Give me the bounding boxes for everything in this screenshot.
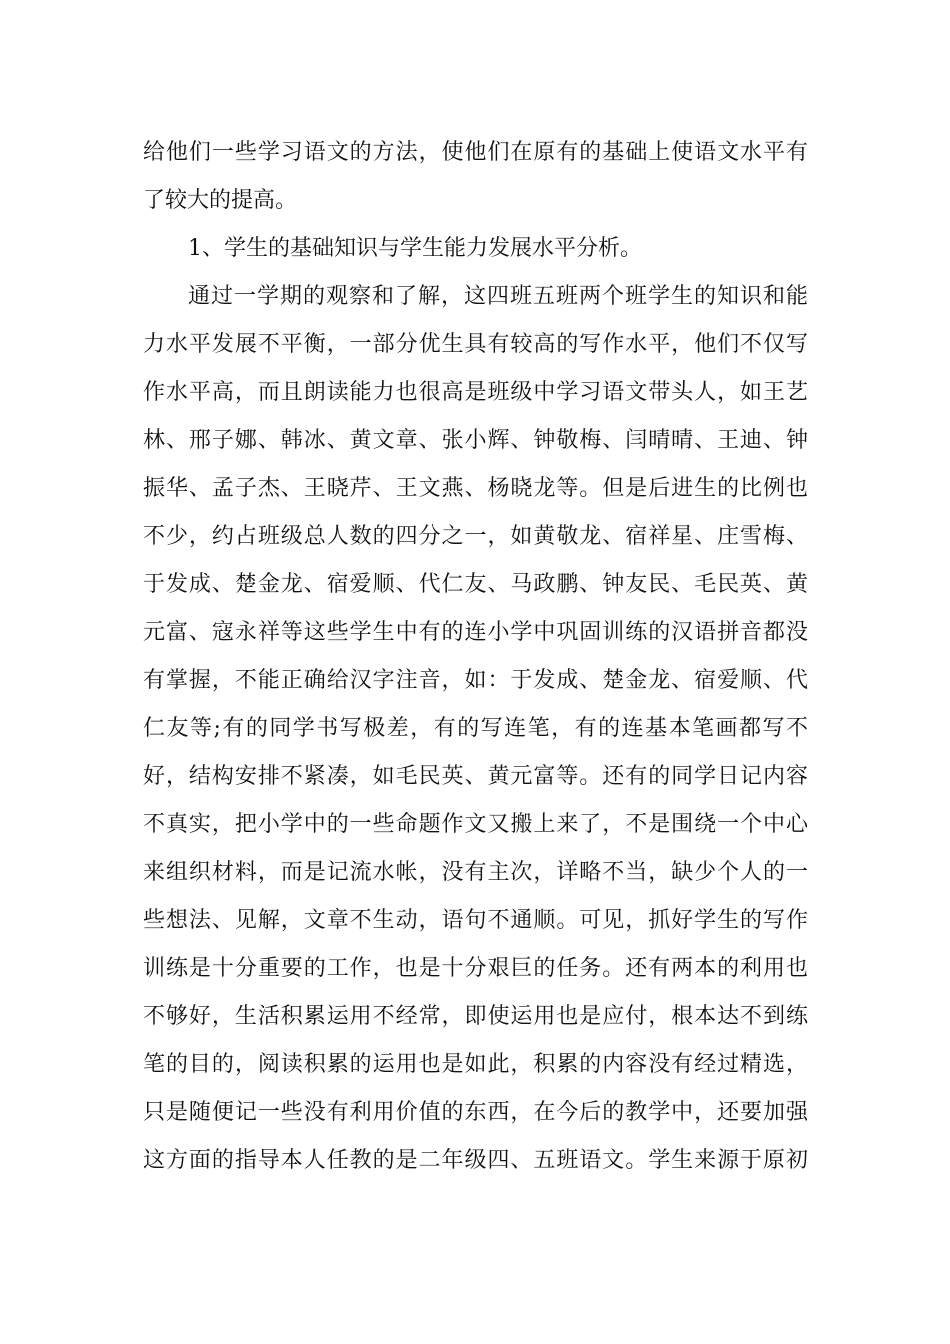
text-line: 只是随便记一些没有利用价值的东西，在今后的教学中，还要加强 — [143, 1100, 808, 1125]
text-line: 了较大的提高。 — [143, 188, 298, 213]
text-line: 林、邢子娜、韩冰、黄文章、张小辉、钟敬梅、闫晴晴、王迪、钟 — [143, 428, 808, 453]
text-line: 给他们一些学习语文的方法，使他们在原有的基础上使语文水平有 — [143, 140, 808, 165]
section-heading: 1、学生的基础知识与学生能力发展水平分析。 — [188, 236, 642, 261]
text-line: 通过一学期的观察和了解，这四班五班两个班学生的知识和能 — [188, 284, 808, 309]
text-line: 来组织材料，而是记流水帐，没有主次，详略不当，缺少个人的一 — [143, 860, 808, 885]
text-line: 笔的目的，阅读积累的运用也是如此，积累的内容没有经过精选， — [143, 1052, 808, 1077]
text-line: 有掌握，不能正确给汉字注音，如：于发成、楚金龙、宿爱顺、代 — [143, 668, 808, 693]
text-line: 好，结构安排不紧凑，如毛民英、黄元富等。还有的同学日记内容 — [143, 764, 808, 789]
text-line: 于发成、楚金龙、宿爱顺、代仁友、马政鹏、钟友民、毛民英、黄 — [143, 572, 808, 597]
text-line: 振华、孟子杰、王晓芹、王文燕、杨晓龙等。但是后进生的比例也 — [143, 476, 808, 501]
text-line: 仁友等;有的同学书写极差，有的写连笔，有的连基本笔画都写不 — [143, 716, 808, 741]
text-line: 不真实，把小学中的一些命题作文又搬上来了，不是围绕一个中心 — [143, 812, 808, 837]
text-line: 不少，约占班级总人数的四分之一，如黄敬龙、宿祥星、庄雪梅、 — [143, 524, 808, 549]
text-line: 元富、寇永祥等这些学生中有的连小学中巩固训练的汉语拼音都没 — [143, 620, 808, 645]
text-line: 力水平发展不平衡，一部分优生具有较高的写作水平，他们不仅写 — [143, 332, 808, 357]
text-line: 些想法、见解，文章不生动，语句不通顺。可见，抓好学生的写作 — [143, 908, 808, 933]
text-line: 不够好，生活积累运用不经常，即使运用也是应付，根本达不到练 — [143, 1004, 808, 1029]
text-line: 训练是十分重要的工作，也是十分艰巨的任务。还有两本的利用也 — [143, 956, 808, 981]
text-line: 这方面的指导本人任教的是二年级四、五班语文。学生来源于原初 — [143, 1148, 808, 1173]
text-line: 作水平高，而且朗读能力也很高是班级中学习语文带头人，如王艺 — [143, 380, 808, 405]
